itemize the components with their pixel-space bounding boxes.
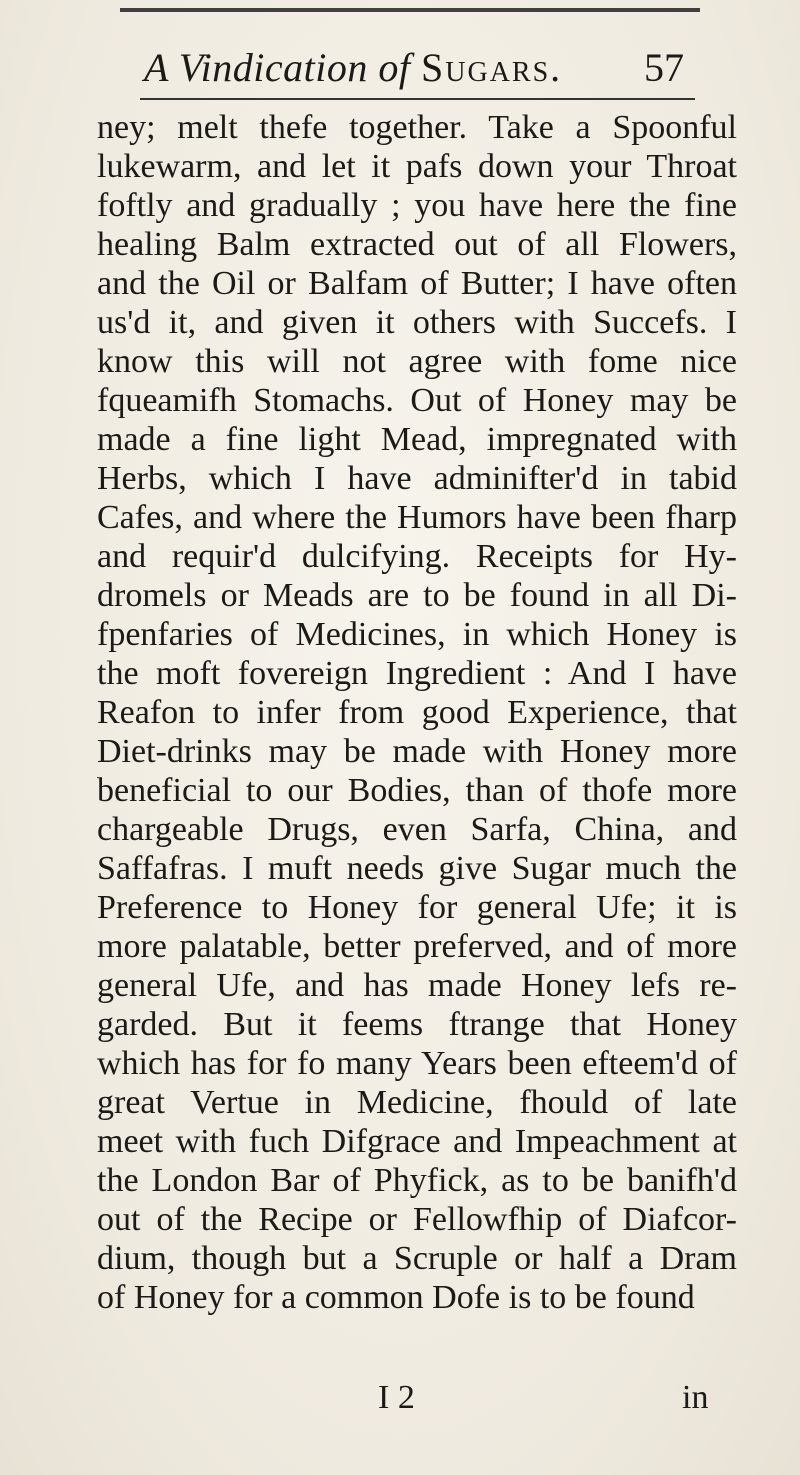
running-title-caps: Sugars.	[421, 45, 563, 90]
text-line: which has for fo many Years been efteem'd of	[97, 1045, 737, 1082]
text-line: chargeable Drugs, even Sarfa, China, and	[97, 811, 737, 848]
text-line: Herbs, which I have adminifter'd in tabid	[97, 460, 737, 497]
text-line: more palatable, better preferved, and of more	[97, 928, 737, 965]
text-line: foftly and gradually ; you have here the fine	[97, 187, 737, 224]
text-line: dromels or Meads are to be found in all Di-	[97, 577, 737, 614]
signature-mark: I 2	[378, 1379, 415, 1416]
text-line: the London Bar of Phyfick, as to be banifh'd	[97, 1162, 737, 1199]
text-line: lukewarm, and let it pafs down your Throat	[97, 148, 737, 185]
text-line: healing Balm extracted out of all Flowers,	[97, 226, 737, 263]
running-header	[144, 42, 684, 94]
text-line: fpenfaries of Medicines, in which Honey is	[97, 616, 737, 653]
text-line: and requir'd dulcifying. Receipts for Hy-	[97, 538, 737, 575]
text-line: of Honey for a common Dofe is to be found	[97, 1279, 695, 1316]
text-line: dium, though but a Scruple or half a Dram	[97, 1240, 737, 1277]
text-line: the moft fovereign Ingredient : And I have	[97, 655, 737, 692]
text-line: Cafes, and where the Humors have been fharp	[97, 499, 737, 536]
text-line: out of the Recipe or Fellowfhip of Diafcor-	[97, 1201, 737, 1238]
header-rule	[140, 98, 695, 100]
text-line: general Ufe, and has made Honey lefs re-	[97, 967, 737, 1004]
text-line: Diet-drinks may be made with Honey more	[97, 733, 737, 770]
text-line: Reafon to infer from good Experience, that	[97, 694, 737, 731]
text-line: ney; melt thefe together. Take a Spoonful	[97, 109, 737, 146]
text-line: meet with fuch Difgrace and Impeachment at	[97, 1123, 737, 1160]
text-line: Saffafras. I muft needs give Sugar much the	[97, 850, 737, 887]
text-line: us'd it, and given it others with Succefs. I	[97, 304, 737, 341]
running-title-italic: A Vindication of	[144, 45, 411, 90]
text-line: fqueamifh Stomachs. Out of Honey may be	[97, 382, 737, 419]
text-line: made a fine light Mead, impregnated with	[97, 421, 737, 458]
text-line: garded. But it feems ftrange that Honey	[97, 1006, 737, 1043]
body-text	[97, 108, 737, 1317]
text-line: and the Oil or Balfam of Butter; I have often	[97, 265, 737, 302]
text-line: know this will not agree with fome nice	[97, 343, 737, 380]
top-border-rule	[120, 8, 700, 12]
page-number: 57	[644, 45, 684, 90]
text-line: Preference to Honey for general Ufe; it is	[97, 889, 737, 926]
running-title	[144, 42, 562, 94]
catchword: in	[682, 1379, 709, 1416]
text-line: great Vertue in Medicine, fhould of late	[97, 1084, 737, 1121]
text-line: beneficial to our Bodies, than of thofe more	[97, 772, 737, 809]
